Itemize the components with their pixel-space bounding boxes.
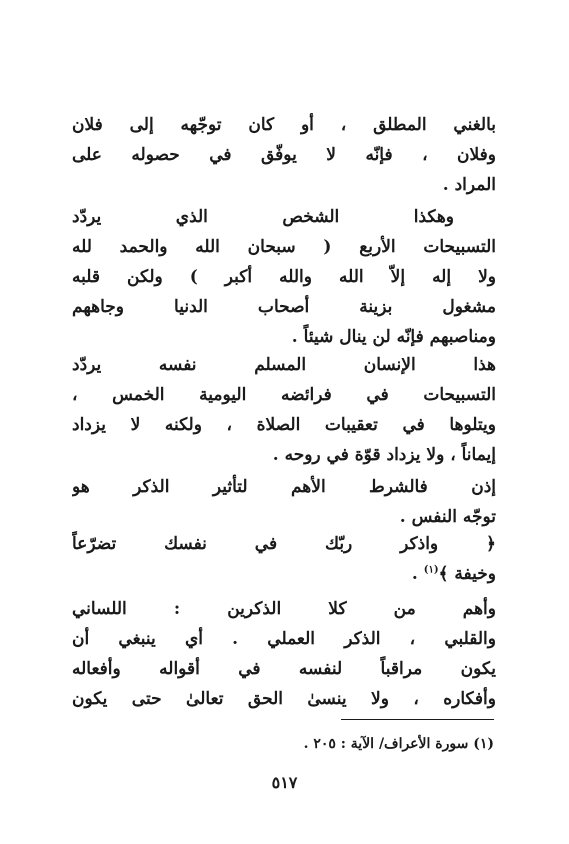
verse-tail: .	[411, 564, 424, 584]
paragraph-3	[72, 350, 496, 470]
text-line: وهكذا الشخص الذي يردّد	[72, 207, 454, 227]
footnote: (١) سورة الأعراف/ الآية : ٢٠٥ .	[303, 736, 494, 752]
text-line: المراد .	[442, 175, 496, 195]
text-line: يكون مراقباً لنفسه في أقواله وأفعاله	[72, 659, 496, 679]
text-line: مشغول بزينة أصحاب الدنيا وجاههم	[72, 297, 496, 317]
paragraph-4	[72, 472, 496, 532]
text-line	[72, 559, 496, 589]
footnote-marker[interactable]: (١)	[423, 564, 439, 576]
text-line: وأفكاره ، ولا ينسىٰ الحق تعالىٰ حتى يكون	[72, 689, 496, 709]
page-number: ٥١٧	[271, 773, 298, 792]
text-line: هذا الإنسان المسلم نفسه يردّد	[72, 355, 496, 375]
paragraph-1	[72, 110, 496, 200]
quran-verse	[72, 529, 496, 589]
text-line: ويتلوها في تعقيبات الصلاة ، ولكنه لا يزداد	[72, 415, 496, 435]
text-line: التسبيحات في فرائضه اليومية الخمس ،	[72, 385, 496, 405]
text-line: توجّه النفس .	[399, 507, 496, 527]
text-line: إيماناً ، ولا يزداد قوّة في روحه .	[272, 445, 496, 465]
text-line: ومناصبهم فإنّه لن ينال شيئاً .	[291, 327, 496, 347]
text-line: ولا إله إلاّ الله والله أكبر ) ولكن قلبه	[72, 267, 496, 287]
text-line: وأهم من كلا الذكرين : اللساني	[72, 599, 496, 619]
text-line: التسبيحات الأربع ( سبحان الله والحمد لله	[72, 237, 496, 257]
text-line: ﴿ واذكر ربّك في نفسك تضرّعاً	[72, 534, 496, 554]
text-line: وفلان ، فإنّه لا يوفّق في حصوله على	[72, 145, 496, 165]
text-line: والقلبي ، الذكر العملي . أي ينبغي أن	[72, 629, 496, 649]
text-line: بالغني المطلق ، أو كان توجّهه إلى فلان	[72, 115, 496, 135]
footnote-divider	[341, 719, 494, 720]
verse-end: وخيفة ﴾	[438, 564, 496, 584]
paragraph-6	[72, 594, 496, 714]
text-line: إذن فالشرط الأهم لتأثير الذكر هو	[72, 477, 496, 497]
paragraph-2	[72, 202, 496, 352]
